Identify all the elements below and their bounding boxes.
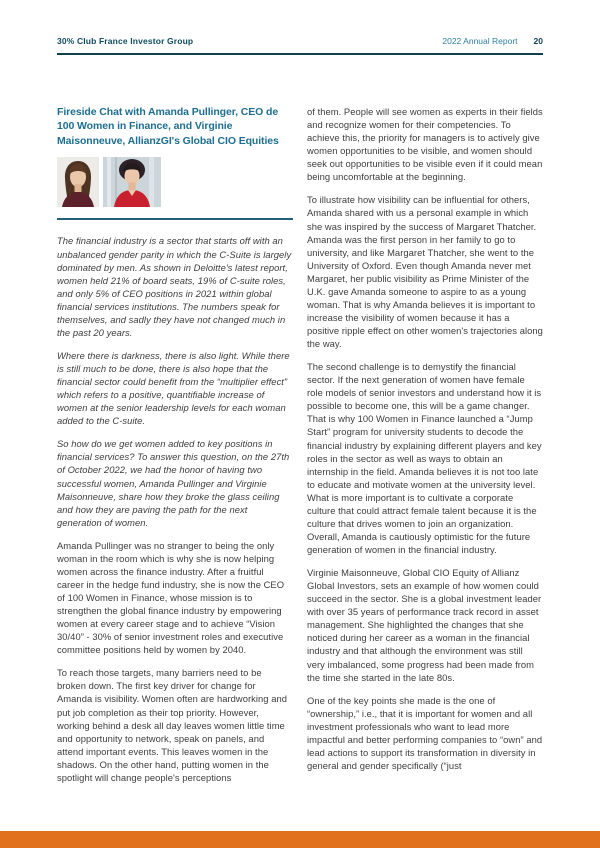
body-paragraph: Virginie Maisonneuve, Global CIO Equity of Allianz Global Investors, sets an example of how women could succeed in the sector. She is a global investment leader with over 35 years of performance track record in asset management. She highlighted the changes that she noticed during her career as a woman in the financial industry and that although the environment was still very imbalanced, some progress had been made from the time she started in the late 80s. xyxy=(307,567,542,683)
teal-divider xyxy=(57,218,293,220)
body-paragraph: To illustrate how visibility can be influential for others, Amanda shared with us a personal example in which she was inspired by the success of Margaret Thatcher. Amanda was the first person in her family to go to university, and like Margaret Thatcher, she went to the University of Oxford. Even though Amanda never met Margaret, her public visibility as Prime Minister of the U.K. gave Amanda someone to aspire to as a young woman. That is why Amanda believes it is important to increase the visibility of women because it has a positive ripple effect on other women's trajectories along the way. xyxy=(307,194,543,350)
body-paragraph: of them. People will see women as experts in their fields and recognize women for their competencies. To achieve this, the priority for managers is to actively give women opportunities to be visible, and women should seek out opportunities to be visible even if it could mean being uncomfortable at the beginning. xyxy=(307,106,543,183)
org-title: 30% Club France Investor Group xyxy=(57,36,194,46)
two-column-body xyxy=(57,105,543,794)
article-title: Fireside Chat with Amanda Pullinger, CEO de 100 Women in Finance, and Virginie Maisonneuve, AllianzGI's Global CIO Equities xyxy=(57,106,279,147)
body-paragraph: To reach those targets, many barriers need to be broken down. The first key driver for change for Amanda is visibility. Women often are hardworking and put job completion as their top priority. However, working behind a desk all day leaves women little time and opportunity to network, speak on panels, and attend important events. This leaves women in the shadows. On the other hand, putting women in the spotlight will change people's perceptions xyxy=(57,667,288,783)
lead-paragraph: So how do we get women added to key positions in financial services? To answer this question, on the 27th of October 2022, we had the honor of having two successful women, Amanda Pullinger and Virginie Maisonneuve, share how they broke the glass ceiling and how they are paving the path for the next generation of women. xyxy=(57,438,290,528)
lead-paragraph: The financial industry is a sector that starts off with an unbalanced gender parity in which the C-Suite is largely dominated by men. As shown in Deloitte's latest report, women held 21% of board seats, 19% of C-suite roles, and only 5% of CEO positions in 2021 within global financial services institutions. The numbers speak for themselves, and sadly they have not changed much in the past 20 years. xyxy=(57,235,292,338)
orange-footer-bar xyxy=(0,831,600,848)
header-right xyxy=(442,36,543,46)
right-column xyxy=(307,105,543,794)
body-paragraph: One of the key points she made is the one of “ownership,” i.e., that it is important for women and all investment professionals who want to lead more impactful and better performing companies to “own” and lead actions to support its transformation in diversity in general and gender specifically (“just xyxy=(307,694,543,771)
left-column xyxy=(57,105,293,794)
body-paragraph: Amanda Pullinger was no stranger to being the only woman in the room which is why she is now helping women across the finance industry. After a fruitful career in the hedge fund industry, she is now the CEO of 100 Women in Finance, whose mission is to strengthen the global finance industry by empowering women at every career stage and to achieve “Vision 30/40” - 30% of senior investment roles and executive committee positions held by women by 2040. xyxy=(57,539,285,656)
report-title: 2022 Annual Report xyxy=(442,36,518,46)
speaker-photos xyxy=(57,157,293,207)
lead-paragraph: Where there is darkness, there is also light. While there is still much to be done, there is also hope that the financial sector could benefit from the “multiplier effect” which refers to a positive, quantifiable increase of women at the senior leadership levels for each woman added to the C-suite. xyxy=(57,349,290,427)
body-paragraph: The second challenge is to demystify the financial sector. If the next generation of women have female role models of senior investors and understand how it is possible to become one, this will be a game changer. That is why 100 Women in Finance launched a “Jump Start” program for university students to decode the financial industry by explaining different players and key roles in the sector as well as ways to obtain an internship in the field. Amanda believes it is not too late to educate and motivate women at the university level. What is more important is to cultivate a corporate culture that could attract female talent because it is the culture that drives women to join an organization. Overall, Amanda is cautiously optimistic for the future generation of women in the financial industry. xyxy=(307,361,542,555)
page-header xyxy=(57,36,543,55)
virginie-maisonneuve-photo xyxy=(103,157,161,207)
amanda-pullinger-photo xyxy=(57,157,99,207)
page-number: 20 xyxy=(533,36,543,46)
